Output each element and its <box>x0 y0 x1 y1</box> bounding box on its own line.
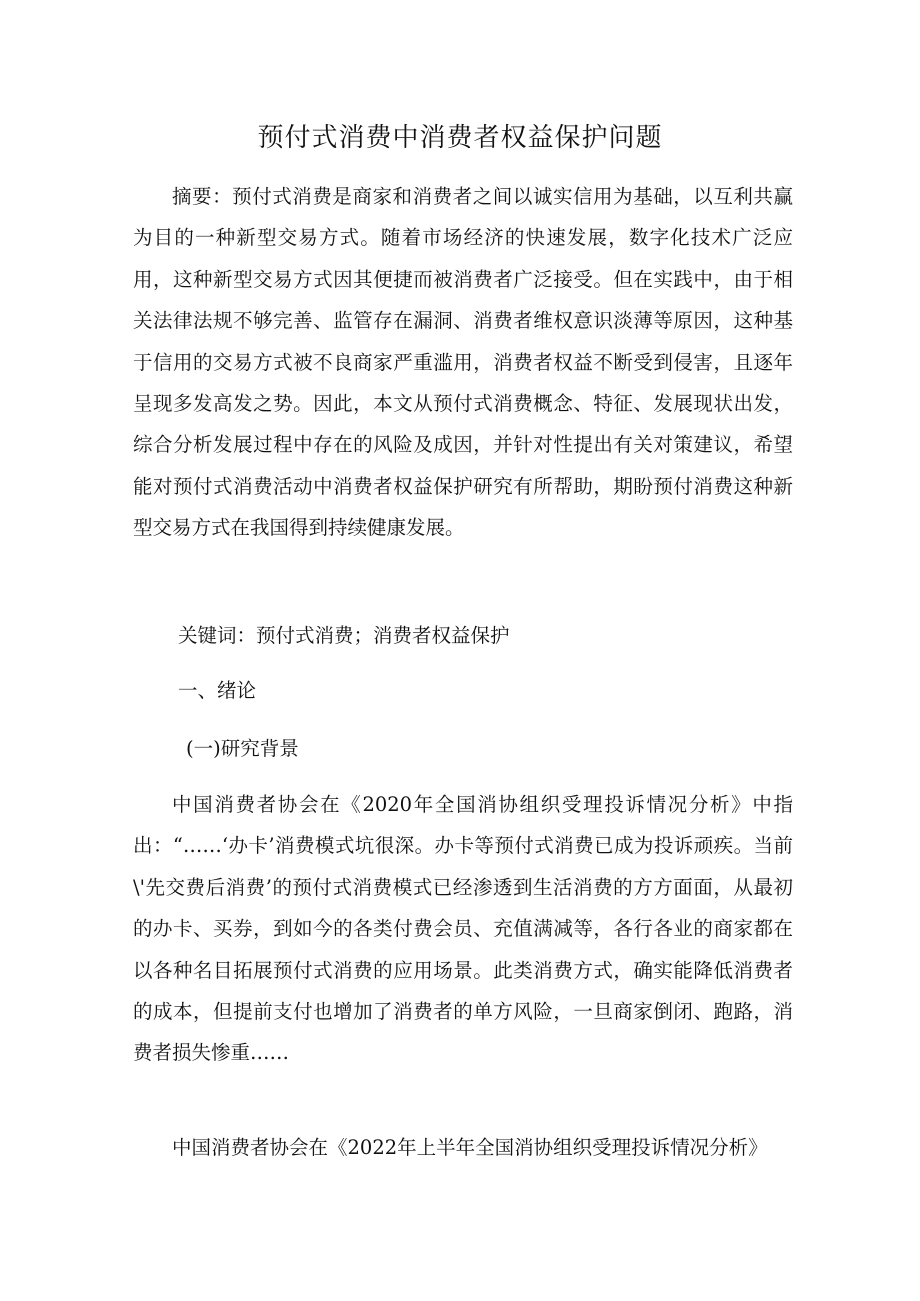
document-title: 预付式消费中消费者权益保护问题 <box>257 123 663 153</box>
abstract-paragraph: 摘要：预付式消费是商家和消费者之间以诚实信用为基础，以互利共赢为目的一种新型交易方式。随着市场经济的快速发展，数字化技术广泛应用，这种新型交易方式因其便捷而被消费者广泛接受。但在实践中，由于相关法律法规不够完善、监管存在漏洞、消费者维权意识淡薄等原因，这种基于信用的交易方式被不良商家严重滥用，消费者权益不断受到侵害，且逐年呈现多发高发之势。因此，本文从预付式消费概念、特征、发展现状出发，综合分析发展过程中存在的风险及成因，并针对性提出有关对策建议，希望能对预付式消费活动中消费者权益保护研究有所帮助，期盼预付消费这种新型交易方式在我国得到持续健康发展。 <box>133 185 793 540</box>
body-paragraph: 中国消费者协会在《2022年上半年全国消协组织受理投诉情况分析》 <box>172 1136 768 1159</box>
subsection-heading-research-background: (一)研究背景 <box>186 737 299 760</box>
keywords-line: 关键词：预付式消费；消费者权益保护 <box>178 624 510 647</box>
body-paragraph: 中国消费者协会在《2020年全国消协组织受理投诉情况分析》中指出：“……‘办卡’消费模式坑很深。办卡等预付式消费已成为投诉顽疾。当前\'先交费后消费’的预付式消费模式已经渗透到生活消费的方方面面，从最初的办卡、买券，到如今的各类付费会员、充值满减等，各行各业的商家都在以各种名目拓展预付式消费的应用场景。此类消费方式，确实能降低消费者的成本，但提前支付也增加了消费者的单方风险，一旦商家倒闭、跑路，消费者损失惨重…… <box>133 793 793 1065</box>
section-heading-introduction: 一、绪论 <box>178 679 257 702</box>
